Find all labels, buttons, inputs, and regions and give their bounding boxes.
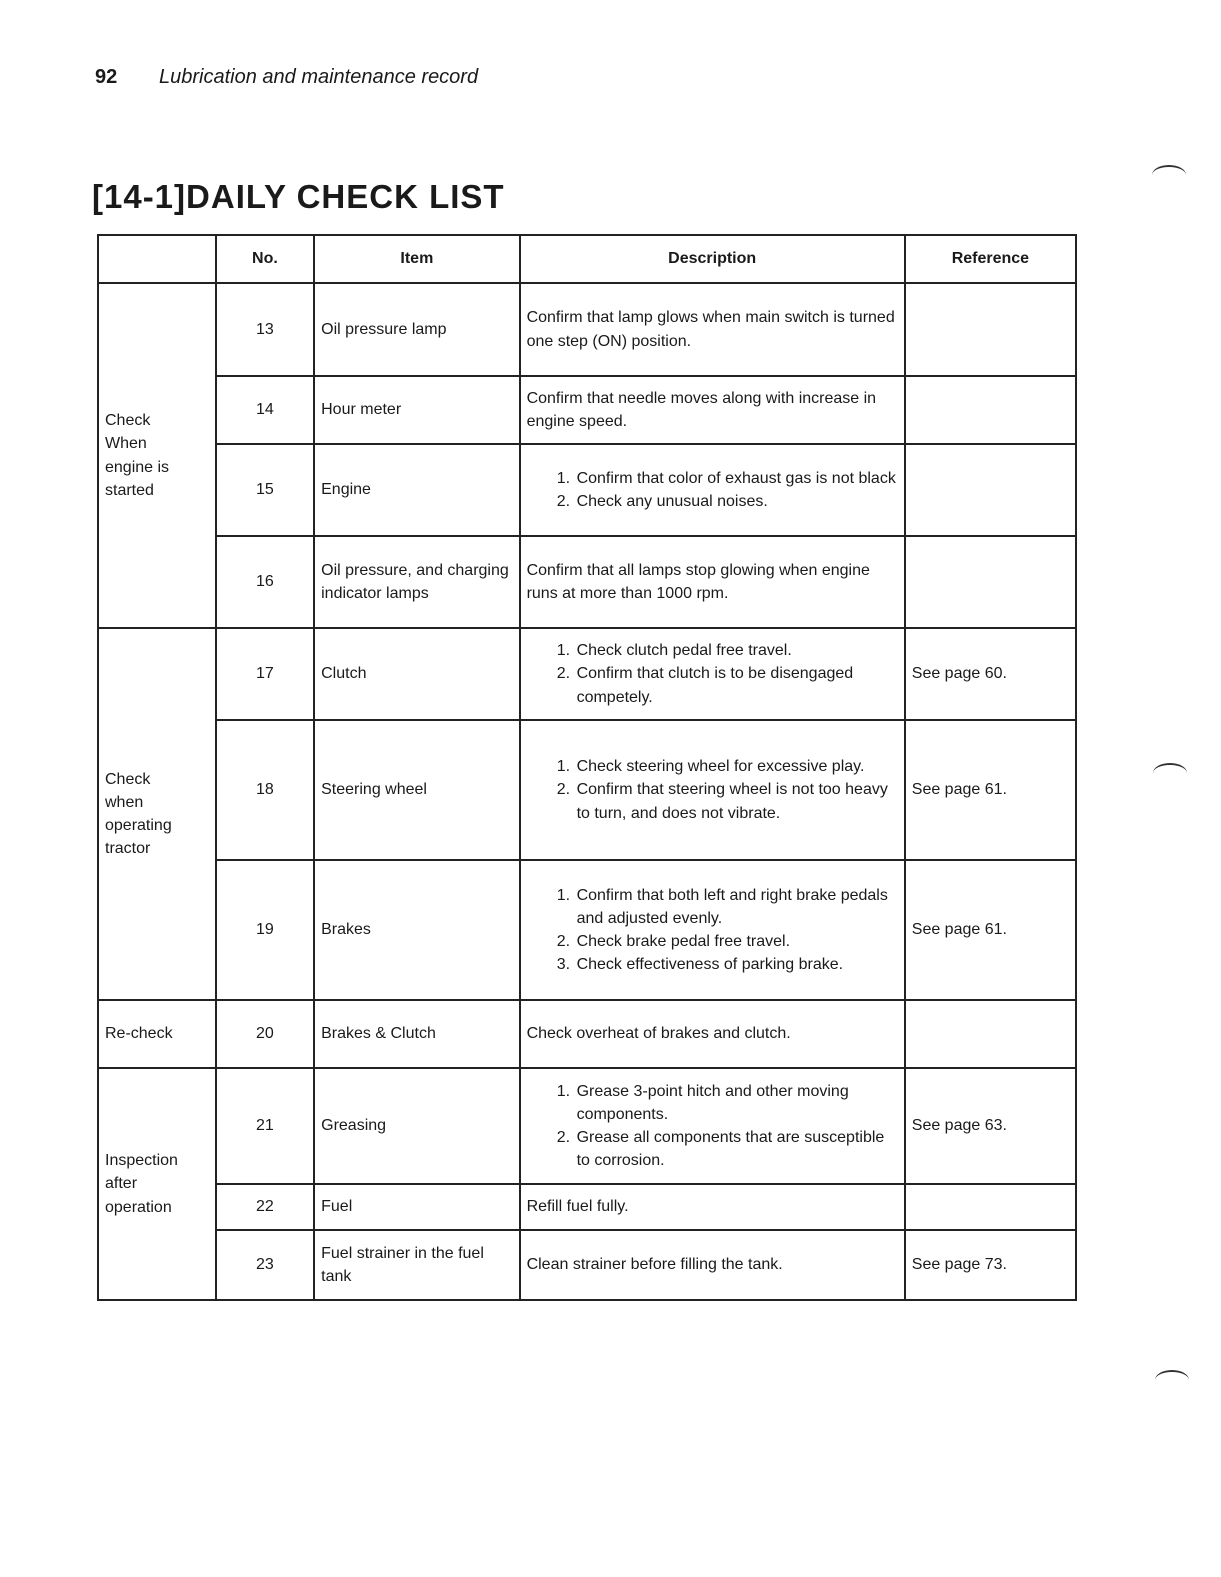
description-steps <box>549 639 898 709</box>
table-row <box>98 1068 1076 1184</box>
reference-cell: See page 61. <box>905 720 1076 860</box>
item-name: Brakes & Clutch <box>314 1000 519 1068</box>
description-header: Description <box>520 235 905 283</box>
reference-cell: See page 63. <box>905 1068 1076 1184</box>
description-step: 2. Check brake pedal free travel. <box>575 930 898 953</box>
table-row <box>98 1230 1076 1300</box>
description-text: Confirm that lamp glows when main switch is turned one step (ON) position. <box>526 309 895 350</box>
group-header <box>98 235 216 283</box>
table-row <box>98 1184 1076 1230</box>
item-name: Brakes <box>314 860 519 1000</box>
item-name: Fuel <box>314 1184 519 1230</box>
reference-cell <box>905 376 1076 444</box>
group-label: Check When engine is started <box>98 283 216 628</box>
description-step: 2. Confirm that steering wheel is not too heavy to turn, and does not vibrate. <box>575 778 898 824</box>
row-number: 19 <box>216 860 314 1000</box>
item-description <box>520 376 905 444</box>
row-number: 18 <box>216 720 314 860</box>
item-name: Oil pressure, and charging indicator lamps <box>314 536 519 628</box>
hole-punch-mark <box>1155 1370 1189 1390</box>
item-description <box>520 1068 905 1184</box>
description-step: 2. Grease all components that are susceptible to corrosion. <box>575 1126 898 1172</box>
hole-punch-mark <box>1153 763 1187 783</box>
description-step: 2. Confirm that clutch is to be disengaged competely. <box>575 662 898 708</box>
row-number: 14 <box>216 376 314 444</box>
description-step: 1. Confirm that both left and right brake pedals and adjusted evenly. <box>575 884 898 930</box>
item-header: Item <box>314 235 519 283</box>
item-description <box>520 1230 905 1300</box>
item-description <box>520 536 905 628</box>
item-description <box>520 1000 905 1068</box>
row-number: 20 <box>216 1000 314 1068</box>
item-description <box>520 860 905 1000</box>
item-name: Engine <box>314 444 519 536</box>
item-name: Oil pressure lamp <box>314 283 519 376</box>
table-row <box>98 444 1076 536</box>
item-description <box>520 628 905 720</box>
row-number: 17 <box>216 628 314 720</box>
description-text: Check overheat of brakes and clutch. <box>526 1025 791 1043</box>
table-header-row <box>98 235 1076 283</box>
item-name: Clutch <box>314 628 519 720</box>
description-steps <box>549 1080 898 1173</box>
item-description <box>520 1184 905 1230</box>
group-label: Re-check <box>98 1000 216 1068</box>
description-step: 1. Confirm that color of exhaust gas is not black <box>575 467 898 490</box>
reference-cell <box>905 1184 1076 1230</box>
running-title: Lubrication and maintenance record <box>159 66 479 88</box>
hole-punch-mark <box>1152 165 1186 185</box>
description-steps <box>549 467 898 513</box>
description-step: 1. Check clutch pedal free travel. <box>575 639 898 662</box>
reference-cell <box>905 536 1076 628</box>
table-row <box>98 536 1076 628</box>
reference-header: Reference <box>905 235 1076 283</box>
description-step: 1. Check steering wheel for excessive play. <box>575 755 898 778</box>
daily-check-list-table <box>97 234 1077 1301</box>
description-text: Refill fuel fully. <box>526 1198 629 1216</box>
reference-cell: See page 61. <box>905 860 1076 1000</box>
row-number: 23 <box>216 1230 314 1300</box>
description-step: 3. Check effectiveness of parking brake. <box>575 953 898 976</box>
group-label: Inspection after operation <box>98 1068 216 1300</box>
row-number: 16 <box>216 536 314 628</box>
item-description <box>520 283 905 376</box>
item-name: Greasing <box>314 1068 519 1184</box>
description-text: Clean strainer before filling the tank. <box>526 1256 783 1274</box>
description-step: 2. Check any unusual noises. <box>575 490 898 513</box>
description-step: 1. Grease 3-point hitch and other moving components. <box>575 1080 898 1126</box>
item-description <box>520 444 905 536</box>
description-steps <box>549 755 898 825</box>
page-header <box>95 66 478 89</box>
row-number: 22 <box>216 1184 314 1230</box>
section-title: [14-1]DAILY CHECK LIST <box>92 178 505 215</box>
table-row <box>98 376 1076 444</box>
item-name: Hour meter <box>314 376 519 444</box>
table-row <box>98 628 1076 720</box>
table-row <box>98 283 1076 376</box>
description-text: Confirm that all lamps stop glowing when engine runs at more than 1000 rpm. <box>526 561 870 602</box>
no-header: No. <box>216 235 314 283</box>
group-label: Check when operating tractor <box>98 628 216 1000</box>
item-description <box>520 720 905 860</box>
reference-cell <box>905 283 1076 376</box>
page-number: 92 <box>95 66 118 88</box>
row-number: 15 <box>216 444 314 536</box>
row-number: 13 <box>216 283 314 376</box>
table-row <box>98 720 1076 860</box>
reference-cell <box>905 1000 1076 1068</box>
table-row <box>98 1000 1076 1068</box>
table-row <box>98 860 1076 1000</box>
item-name: Fuel strainer in the fuel tank <box>314 1230 519 1300</box>
row-number: 21 <box>216 1068 314 1184</box>
reference-cell <box>905 444 1076 536</box>
item-name: Steering wheel <box>314 720 519 860</box>
reference-cell: See page 60. <box>905 628 1076 720</box>
table-body <box>98 283 1076 1300</box>
description-text: Confirm that needle moves along with increase in engine speed. <box>526 389 877 430</box>
reference-cell: See page 73. <box>905 1230 1076 1300</box>
description-steps <box>549 884 898 977</box>
